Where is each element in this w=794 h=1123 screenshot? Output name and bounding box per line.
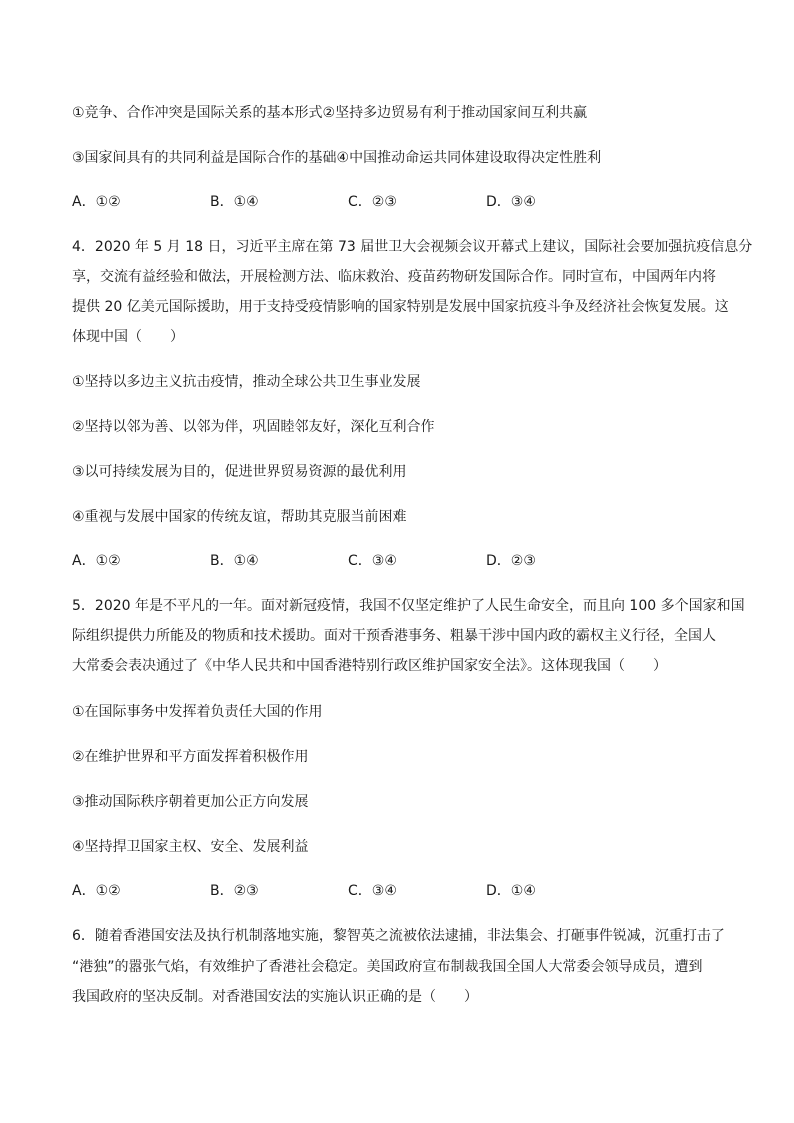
q4-stem-line-4: 体现中国（ ） bbox=[72, 329, 184, 345]
q4-statement-2: ②坚持以邻为善、以邻为伴，巩固睦邻友好，深化互利合作 bbox=[72, 419, 435, 435]
q5-option-c: C．③④ bbox=[348, 883, 397, 899]
q5-option-a: A．①② bbox=[72, 883, 121, 899]
q5-option-b: B．②③ bbox=[210, 883, 259, 899]
q5-stem-line-1: 5．2020 年是不平凡的一年。面对新冠疫情，我国不仅坚定维护了人民生命安全，而且向 100 多个国家和国 bbox=[72, 598, 745, 614]
q3-options bbox=[72, 192, 672, 212]
q4-statement-1: ①坚持以多边主义抗击疫情，推动全球公共卫生事业发展 bbox=[72, 374, 421, 390]
q5-stem-line-3: 大常委会表决通过了《中华人民共和中国香港特别行政区维护国家安全法》。这体现我国（ ） bbox=[72, 658, 667, 674]
q4-options bbox=[72, 551, 672, 571]
q3-option-a: A．①② bbox=[72, 194, 121, 210]
q6-stem-line-3: 我国政府的坚决反制。对香港国安法的实施认识正确的是（ ） bbox=[72, 989, 478, 1005]
q5-statement-1: ①在国际事务中发挥着负责任大国的作用 bbox=[72, 704, 323, 720]
q4-stem-line-3: 提供 20 亿美元国际援助，用于支持受疫情影响的国家特别是发展中国家抗疫斗争及经济社会恢复发展。这 bbox=[72, 299, 729, 315]
q5-options bbox=[72, 881, 672, 901]
q4-stem-line-2: 享，交流有益经验和做法，开展检测方法、临床救治、疫苗药物研发国际合作。同时宣布，中国两年内将 bbox=[72, 269, 716, 285]
q3-statement-line-2: ③国家间具有的共同利益是国际合作的基础④中国推动命运共同体建设取得决定性胜利 bbox=[72, 150, 602, 166]
q6-stem-line-2: “港独”的嚣张气焰，有效维护了香港社会稳定。美国政府宣布制裁我国全国人大常委会领导成员，遭到 bbox=[72, 959, 703, 975]
q3-option-b: B．①④ bbox=[210, 194, 259, 210]
q4-option-d: D．②③ bbox=[486, 553, 536, 569]
q5-statement-4: ④坚持捍卫国家主权、安全、发展利益 bbox=[72, 839, 309, 855]
q4-statement-3: ③以可持续发展为目的，促进世界贸易资源的最优利用 bbox=[72, 464, 407, 480]
q5-statement-2: ②在维护世界和平方面发挥着积极作用 bbox=[72, 749, 309, 765]
q3-statement-line-1: ①竞争、合作冲突是国际关系的基本形式②坚持多边贸易有利于推动国家间互利共赢 bbox=[72, 105, 588, 121]
q5-stem-line-2: 际组织提供力所能及的物质和技术援助。面对干预香港事务、粗暴干涉中国内政的霸权主义行径，全国人 bbox=[72, 628, 716, 644]
q5-statement-3: ③推动国际秩序朝着更加公正方向发展 bbox=[72, 794, 309, 810]
q3-option-d: D．③④ bbox=[486, 194, 536, 210]
q5-option-d: D．①④ bbox=[486, 883, 536, 899]
q4-statement-4: ④重视与发展中国家的传统友谊，帮助其克服当前困难 bbox=[72, 509, 407, 525]
q4-option-c: C．③④ bbox=[348, 553, 397, 569]
q4-option-a: A．①② bbox=[72, 553, 121, 569]
q4-stem-line-1: 4．2020 年 5 月 18 日，习近平主席在第 73 届世卫大会视频会议开幕式上建议，国际社会要加强抗疫信息分 bbox=[72, 239, 753, 255]
q4-option-b: B．①④ bbox=[210, 553, 259, 569]
q3-option-c: C．②③ bbox=[348, 194, 397, 210]
q6-stem-line-1: 6．随着香港国安法及执行机制落地实施，黎智英之流被依法逮捕，非法集会、打砸事件锐减，沉重打击了 bbox=[72, 928, 725, 944]
